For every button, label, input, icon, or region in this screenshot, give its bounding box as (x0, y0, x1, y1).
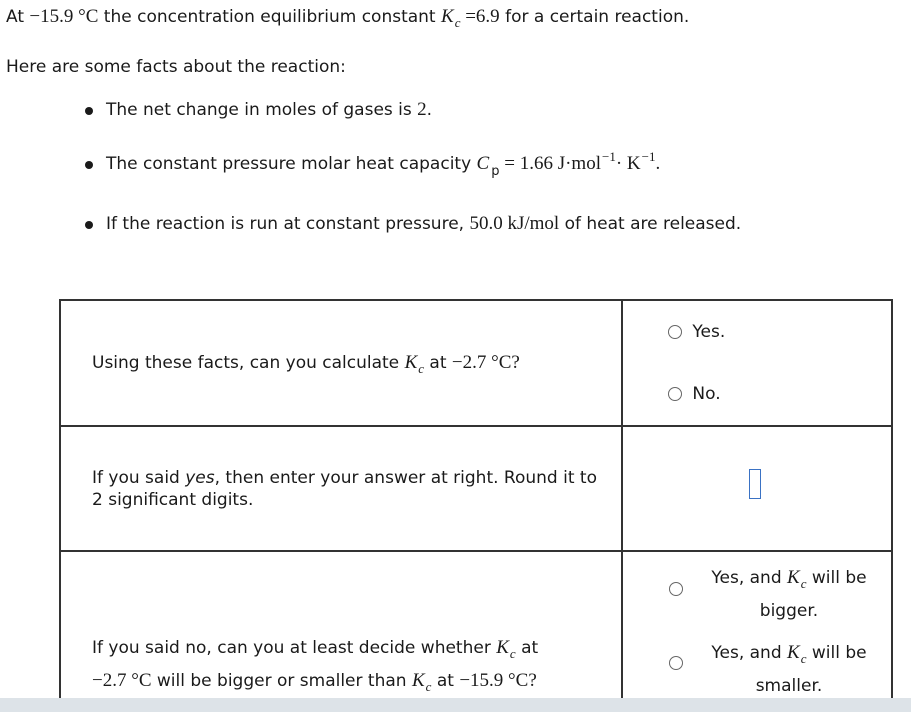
q3-temp1: −15.9 °C (459, 670, 529, 691)
fact-heat-text: If the reaction is run at constant pressure, (106, 214, 470, 234)
kc-subscript: c (800, 576, 807, 591)
kc-value: =6.9 (460, 6, 500, 27)
q1-at: at (424, 353, 452, 373)
radio-bigger[interactable] (669, 582, 683, 596)
smaller-a: Yes, and (711, 643, 788, 663)
intro-prefix: At (6, 7, 30, 27)
intro-temp: −15.9 °C (29, 6, 99, 27)
fact-heat-end: of heat are released. (559, 214, 742, 234)
q1-text: Using these facts, can you calculate (92, 353, 405, 373)
radio-no[interactable] (668, 387, 682, 401)
bigger-c: bigger. (759, 601, 819, 621)
q1-temp: −2.7 °C (451, 352, 512, 373)
bigger-a: Yes, and (711, 568, 788, 588)
cp-subscript: p (491, 164, 500, 179)
intro-mid: the concentration equilibrium constant (98, 7, 441, 27)
intro-suffix: for a certain reaction. (499, 7, 690, 27)
kc-symbol: K (787, 567, 800, 588)
q3-line2a: will be bigger or smaller than (151, 671, 412, 691)
cp-exp2: −1 (641, 149, 656, 164)
q2-line2: 2 significant digits. (92, 489, 254, 510)
kc-subscript: c (418, 361, 425, 376)
kc-symbol: K (787, 642, 800, 663)
cp-end: . (655, 153, 661, 174)
q1-end: ? (511, 352, 520, 373)
kc-symbol: K (411, 670, 425, 691)
cp-symbol: C (476, 153, 490, 174)
table-row (60, 300, 892, 426)
kc-subscript: c (509, 646, 516, 661)
fact-gas-text: The net change in moles of gases is (106, 100, 418, 120)
kc-symbol: K (441, 6, 454, 27)
q3-temp2: −2.7 °C (92, 670, 152, 691)
smaller-b: will be (806, 643, 867, 663)
bullet-dot (85, 221, 93, 229)
bullet-dot (85, 107, 93, 115)
kc-symbol: K (404, 352, 418, 373)
q2-cell (60, 426, 622, 551)
q3-end: ? (528, 670, 537, 691)
table-row (60, 426, 892, 551)
intro-line (6, 6, 689, 28)
bullet-dot (85, 161, 93, 169)
fact-gas (106, 99, 432, 121)
cp-dot-k: · K (615, 153, 641, 174)
kc-subscript: c (800, 651, 807, 666)
fact-cp-text: The constant pressure molar heat capacity (106, 154, 477, 174)
bigger-b: will be (806, 568, 867, 588)
smaller-c: smaller. (755, 676, 823, 696)
option-yes-label: Yes. (692, 322, 726, 342)
radio-smaller[interactable] (669, 656, 683, 670)
option-bigger-label[interactable] (703, 562, 875, 627)
q2-yes-word: yes (185, 467, 215, 488)
fact-heat-value: 50.0 kJ/mol (469, 213, 560, 234)
kc-subscript: c (454, 15, 461, 30)
cp-value: = 1.66 J·mol (499, 153, 601, 174)
q2-before: If you said (92, 467, 186, 488)
cp-exp1: −1 (602, 149, 616, 164)
kc-symbol: K (496, 637, 509, 658)
option-smaller-label[interactable] (703, 637, 875, 702)
q1-cell (60, 300, 622, 426)
q2-after: , then enter your answer at right. Round it to (214, 467, 597, 488)
facts-heading: Here are some facts about the reaction: (6, 57, 346, 77)
q3-line2b: at (431, 671, 460, 691)
option-no[interactable] (668, 384, 721, 404)
q3-cell (60, 551, 622, 701)
q3-line1a: If you said no, can you at least decide whether (92, 638, 497, 658)
fact-gas-end: . (426, 100, 433, 120)
fact-gas-value: 2 (417, 99, 427, 120)
radio-yes[interactable] (668, 325, 682, 339)
bottom-scroll-bar (0, 698, 911, 712)
q3-line1b: at (515, 638, 539, 658)
fact-cp (106, 149, 661, 179)
kc-subscript: c (425, 679, 432, 694)
option-yes[interactable] (668, 322, 725, 342)
q1-options-cell (622, 300, 892, 426)
answer-input[interactable] (749, 469, 761, 499)
fact-heat (106, 213, 741, 235)
option-no-label: No. (692, 384, 721, 404)
